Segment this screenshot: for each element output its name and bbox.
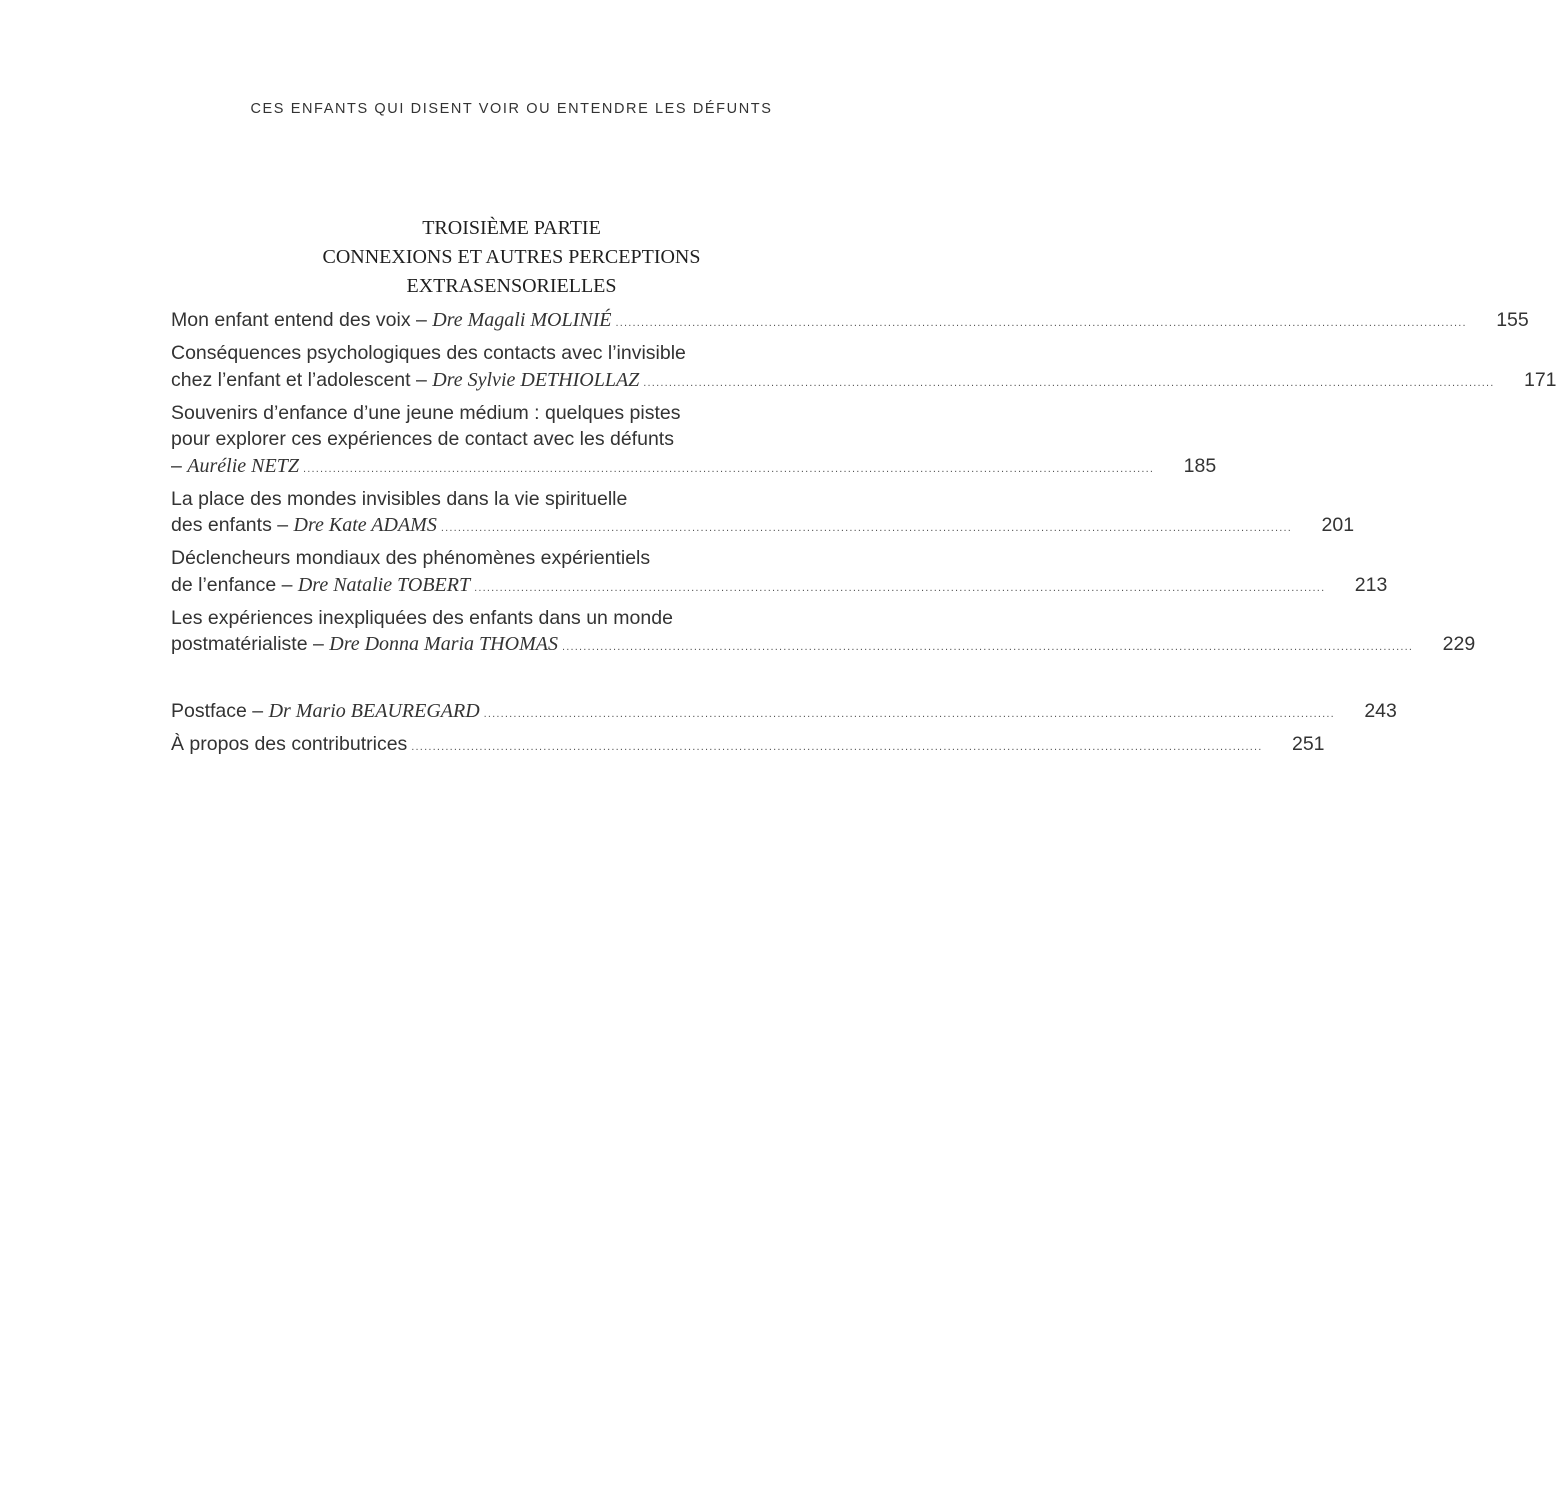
toc-entry-page-number: 155 <box>1496 309 1529 331</box>
toc-entry-title: À propos des contributrices <box>171 733 408 755</box>
dot-leader: ........................................................................................................................................................................................................ <box>561 641 1414 653</box>
toc-entry-author: Dre Donna Maria THOMAS <box>329 633 558 655</box>
toc-entry-author: Aurélie NETZ <box>187 454 299 477</box>
toc-entry-title: chez l’enfant et l’adolescent – <box>171 368 433 391</box>
toc-entry-title-line: Souvenirs d’enfance d’une jeune médium : quelques pistes <box>171 401 681 424</box>
part-heading-line-3: EXTRASENSORIELLES <box>406 275 617 297</box>
dot-leader: ........................................................................................................................................................................................................ <box>302 462 1155 475</box>
toc-entry-title: Mon enfant entend des voix – <box>171 309 433 331</box>
toc-entry-author: Dre Magali MOLINIÉ <box>432 309 612 331</box>
back-matter-contents <box>171 698 1397 758</box>
toc-entry-final-line <box>171 512 1355 539</box>
toc-entry[interactable] <box>171 731 1325 758</box>
toc-entry-final-line <box>171 631 1476 658</box>
toc-entry[interactable] <box>171 340 1557 393</box>
part-heading <box>0 214 1023 301</box>
toc-entry[interactable] <box>171 486 1355 539</box>
toc-entry-page-number: 201 <box>1321 514 1355 536</box>
toc-entry-author: Dr Mario BEAUREGARD <box>268 700 480 722</box>
toc-entry-title-line: Les expériences inexpliquées des enfants dans un monde <box>171 606 673 629</box>
toc-entry-page-number: 243 <box>1364 700 1397 722</box>
toc-entry-title: – <box>171 454 188 477</box>
toc-entry-title-line: Conséquences psychologiques des contacts avec l’invisible <box>171 342 686 364</box>
toc-entry-title-text <box>171 453 299 480</box>
toc-entry-page-number: 213 <box>1354 573 1388 596</box>
toc-entry-title-text <box>171 572 470 599</box>
toc-entry-final-line <box>171 572 1388 599</box>
toc-entry-title: Postface – <box>171 700 269 722</box>
toc-entry-final-line <box>171 307 1529 334</box>
toc-entry-title-text <box>171 512 437 539</box>
dot-leader: ........................................................................................................................................................................................................ <box>615 317 1467 329</box>
toc-entry-final-line <box>171 698 1397 725</box>
toc-entry-title-text <box>171 698 480 725</box>
part-heading-line-2: CONNEXIONS ET AUTRES PERCEPTIONS <box>322 246 701 268</box>
toc-entry-title: des enfants – <box>171 514 294 536</box>
toc-entry-author: Dre Sylvie DETHIOLLAZ <box>432 368 640 391</box>
running-header: CES ENFANTS QUI DISENT VOIR OU ENTENDRE LES DÉFUNTS <box>250 101 773 117</box>
toc-entry-title-text <box>171 731 407 758</box>
toc-entry[interactable] <box>171 400 1217 480</box>
toc-entry-title-line: pour explorer ces expériences de contact avec les défunts <box>171 428 674 450</box>
part-heading-line-1: TROISIÈME PARTIE <box>422 217 601 239</box>
dot-leader: ........................................................................................................................................................................................................ <box>483 708 1335 720</box>
toc-entry-author: Dre Kate ADAMS <box>293 514 437 536</box>
toc-entry-final-line <box>171 453 1217 480</box>
toc-entry-title-line: Déclencheurs mondiaux des phénomènes expérientiels <box>171 547 651 569</box>
toc-entry-title: de l’enfance – <box>171 573 298 596</box>
toc-entry-title-line: La place des mondes invisibles dans la vie spirituelle <box>171 487 628 510</box>
toc-entry-title-text <box>171 307 612 334</box>
toc-entry-author: Dre Natalie TOBERT <box>297 573 471 596</box>
toc-entry-title-text <box>171 367 639 394</box>
dot-leader: ........................................................................................................................................................................................................ <box>474 581 1326 594</box>
table-of-contents <box>171 307 1557 658</box>
toc-entry-page-number: 251 <box>1291 733 1325 755</box>
toc-entry-page-number: 171 <box>1523 368 1557 391</box>
toc-entry-page-number: 229 <box>1442 633 1476 655</box>
toc-entry-final-line <box>171 731 1325 758</box>
dot-leader: ........................................................................................................................................................................................................ <box>411 741 1263 753</box>
toc-entry[interactable] <box>171 605 1476 658</box>
toc-entry-title: postmatérialiste – <box>171 633 330 655</box>
dot-leader: ........................................................................................................................................................................................................ <box>643 376 1495 389</box>
toc-entry-page-number: 185 <box>1183 454 1217 477</box>
dot-leader: ........................................................................................................................................................................................................ <box>440 522 1293 534</box>
toc-entry-final-line <box>171 367 1557 394</box>
toc-entry[interactable] <box>171 307 1529 334</box>
toc-entry-title-text <box>171 631 558 658</box>
toc-entry[interactable] <box>171 698 1397 725</box>
toc-entry[interactable] <box>171 545 1388 598</box>
